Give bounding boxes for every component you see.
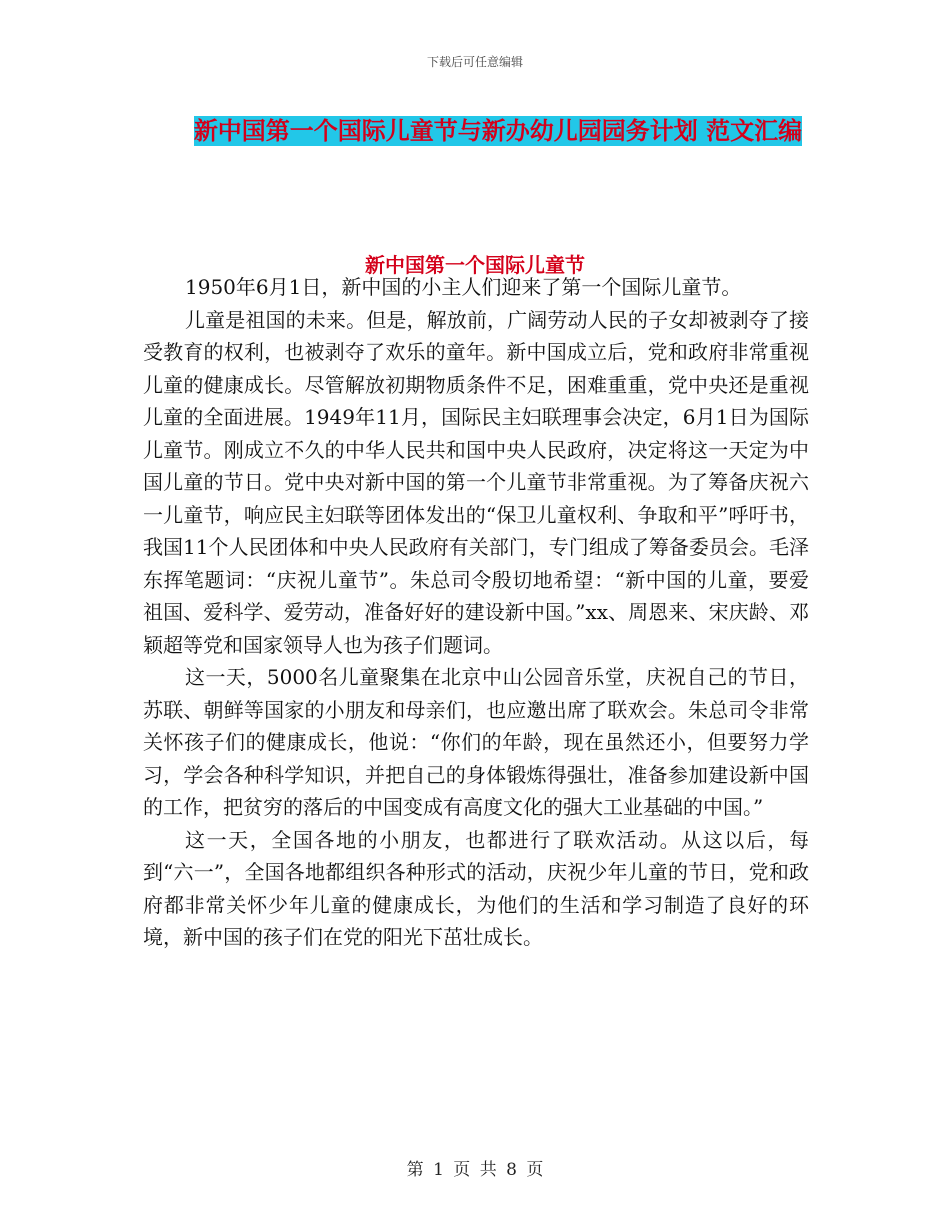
- page-number-footer: 第 1 页 共 8 页: [406, 1160, 544, 1180]
- document-title: [140, 110, 856, 153]
- document-body: [143, 271, 809, 954]
- document-title-text: 新中国第一个国际儿童节与新办幼儿园园务计划 范文汇编: [193, 117, 803, 145]
- paragraph: 这一天，5000名儿童聚集在北京中山公园音乐堂，庆祝自己的节日，苏联、朝鲜等国家的小朋友和母亲们，也应邀出席了联欢会。朱总司令非常关怀孩子们的健康成长，他说：“你们的年龄，现在虽然还小，但要努力学习，学会各种科学知识，并把自己的身体锻炼得强壮，准备参加建设新中国的工作，把贫穷的落后的中国变成有高度文化的强大工业基础的中国。”: [143, 665, 809, 819]
- page-header-note: 下载后可任意编辑: [426, 55, 523, 69]
- paragraph: 这一天，全国各地的小朋友，也都进行了联欢活动。从这以后，每到“六一”，全国各地都组织各种形式的活动，庆祝少年儿童的节日，党和政府都非常关怀少年儿童的健康成长，为他们的生活和学习制造了良好的环境，新中国的孩子们在党的阳光下茁壮成长。: [143, 827, 809, 949]
- paragraph: 儿童是祖国的未来。但是，解放前，广阔劳动人民的子女却被剥夺了接受教育的权利，也被剥夺了欢乐的童年。新中国成立后，党和政府非常重视儿童的健康成长。尽管解放初期物质条件不足，困难重重，党中央还是重视儿童的全面进展。1949年11月，国际民主妇联理事会决定，6月1日为国际儿童节。刚成立不久的中华人民共和国中央人民政府，决定将这一天定为中国儿童的节日。党中央对新中国的第一个儿童节非常重视。为了筹备庆祝六一儿童节，响应民主妇联等团体发出的“保卫儿童权利、争取和平”呼吁书，我国11个人民团体和中央人民政府有关部门，专门组成了筹备委员会。毛泽东挥笔题词：“庆祝儿童节”。朱总司令殷切地希望：“新中国的儿童，要爱祖国、爱科学、爱劳动，准备好好的建设新中国。”xx、周恩来、宋庆龄、邓颖超等党和国家领导人也为孩子们题词。: [143, 307, 809, 657]
- paragraph: 1950年6月1日，新中国的小主人们迎来了第一个国际儿童节。: [185, 275, 742, 299]
- section-heading: 新中国第一个国际儿童节: [365, 253, 585, 277]
